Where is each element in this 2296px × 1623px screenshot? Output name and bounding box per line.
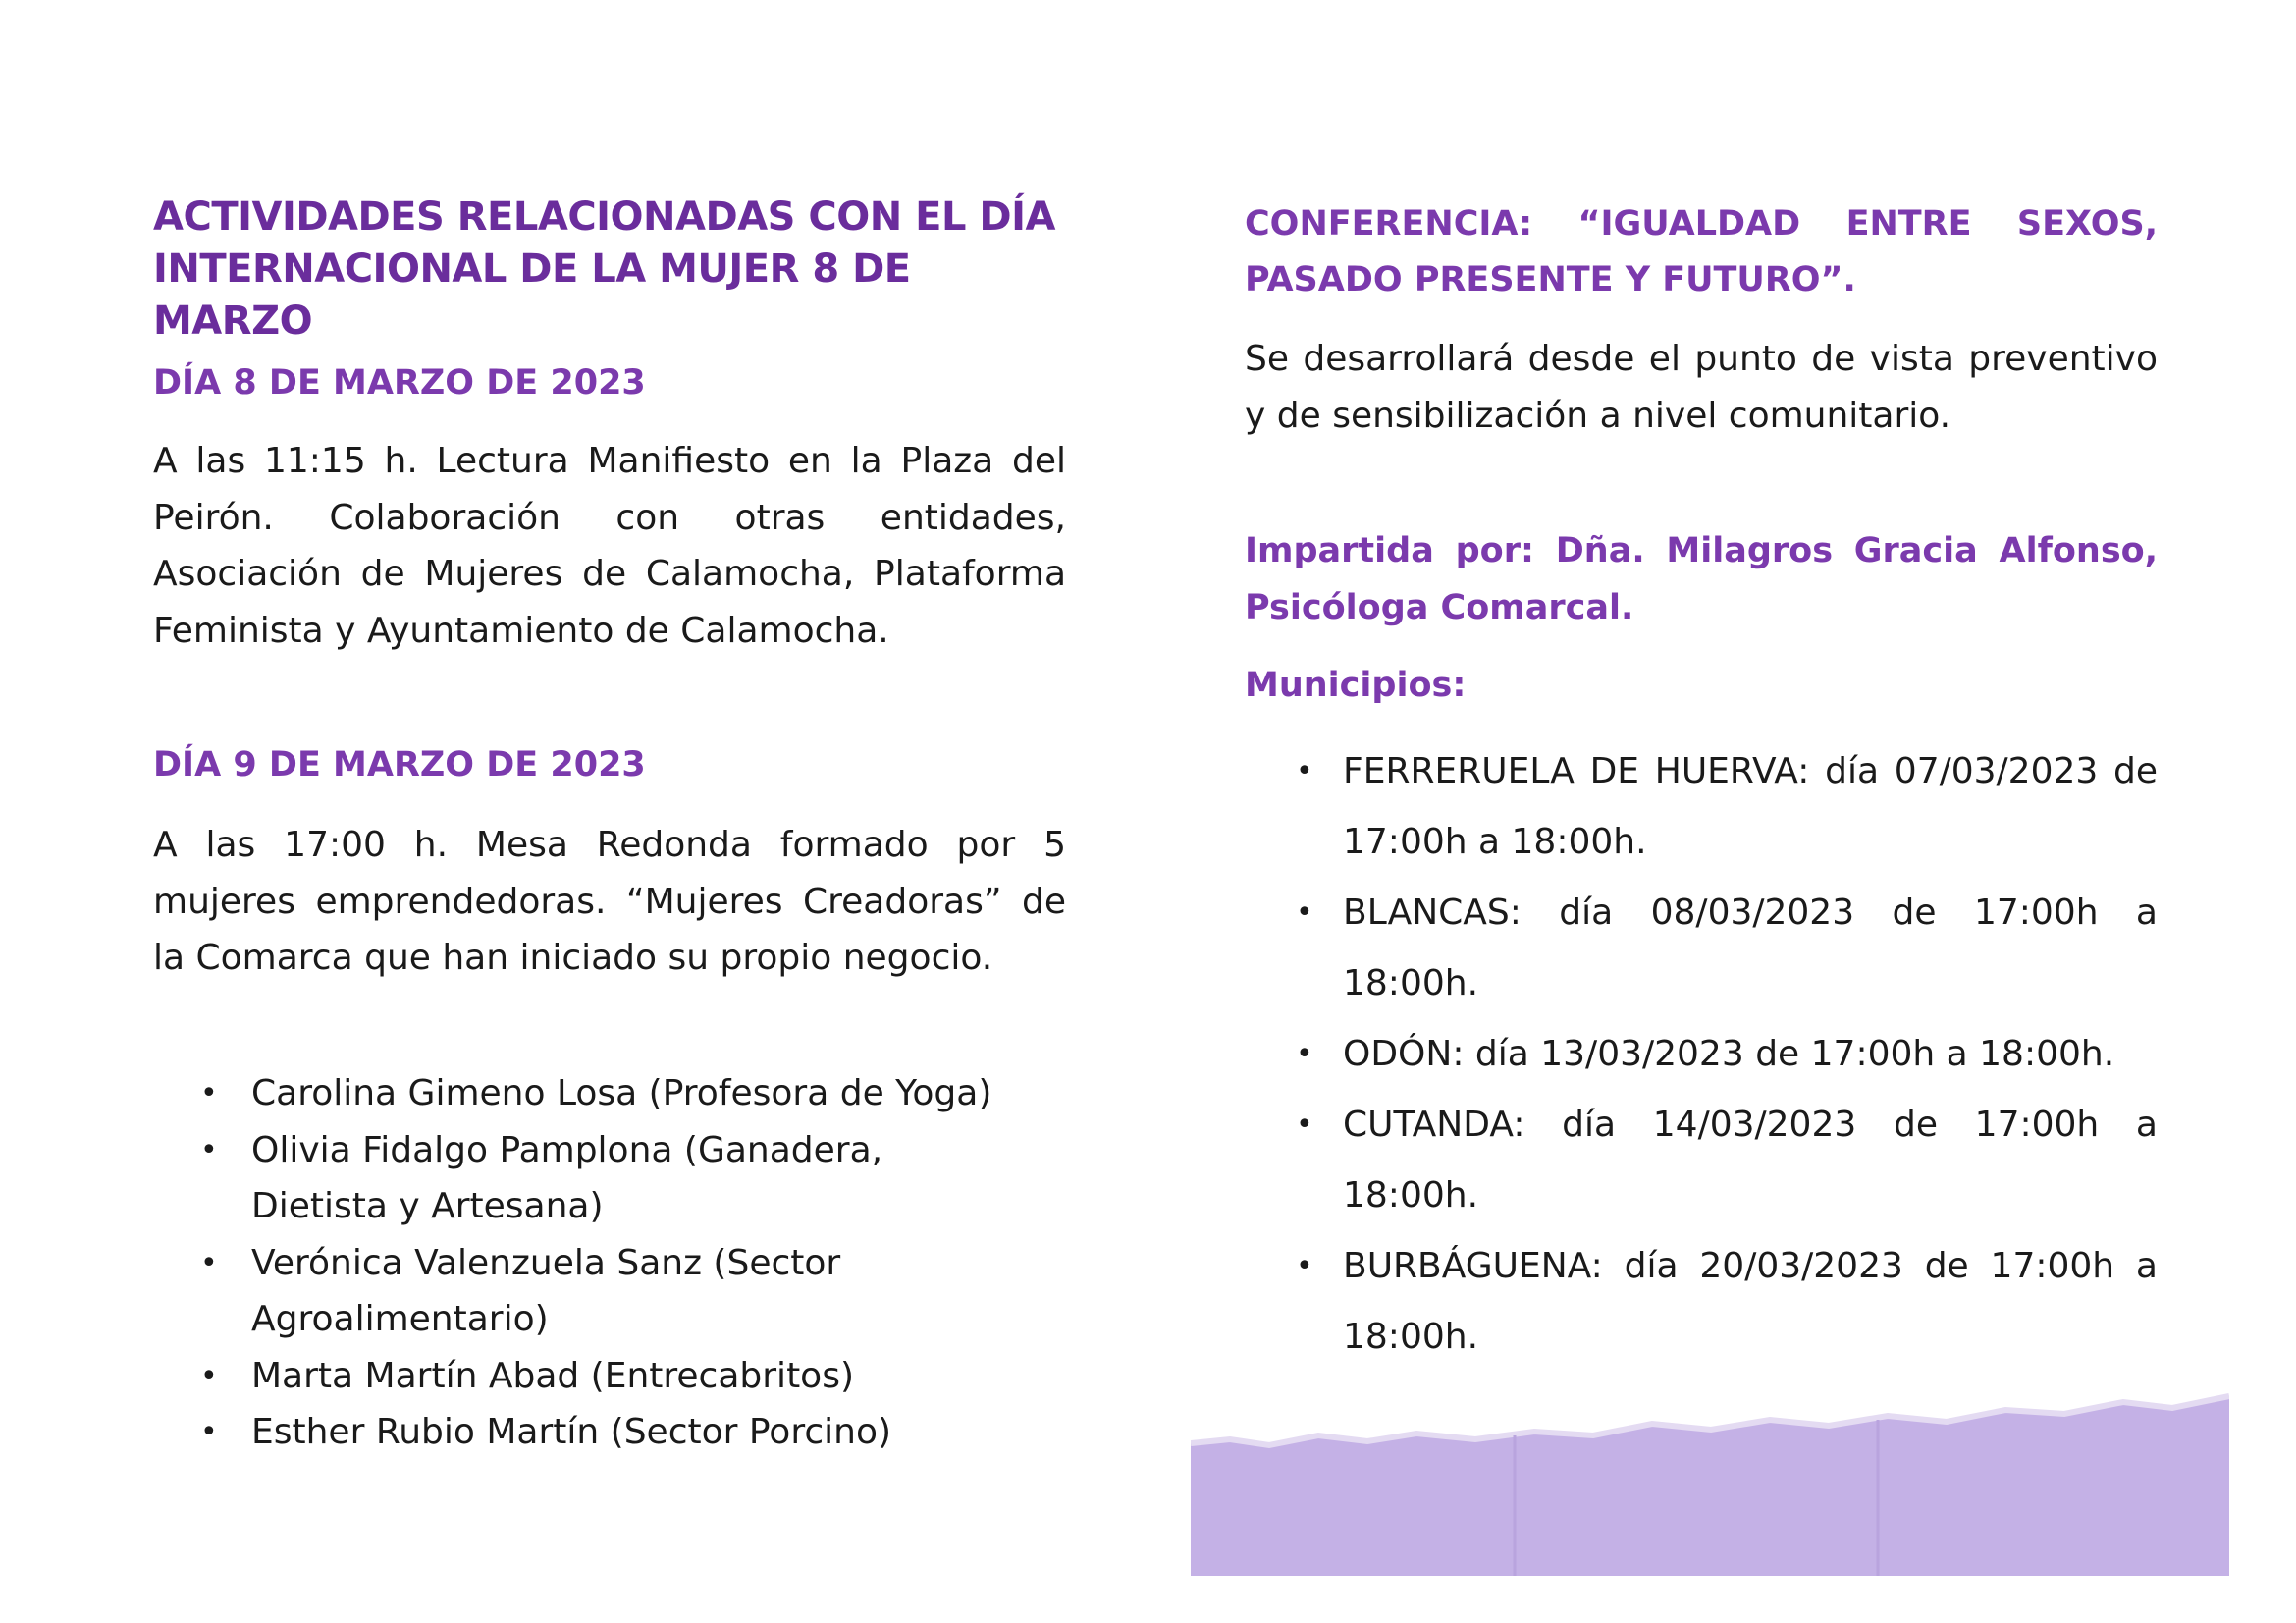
title-line-2: INTERNACIONAL DE LA MUJER 8 DE MARZO: [153, 246, 911, 344]
list-item: • Carolina Gimeno Losa (Profesora de Yoga): [153, 1065, 1066, 1122]
list-item: • Esther Rubio Martín (Sector Porcino): [153, 1404, 1066, 1461]
day2-text: A las 17:00 h. Mesa Redonda formado por 5 mujeres emprendedoras. “Mujeres Creadoras” de la Comarca que han iniciado su propio negocio.: [153, 825, 1066, 978]
list-item: • ODÓN: día 13/03/2023 de 17:00h a 18:00h.: [1245, 1019, 2158, 1090]
page-title: [153, 191, 1066, 348]
municipios-list: [1245, 736, 2158, 1373]
decorative-torn-paper-band: [1191, 1375, 2229, 1576]
day1-text: A las 11:15 h. Lectura Manifiesto en la Plaza del Peirón. Colaboración con otras entidades, Asociación de Mujeres de Calamocha, Plataforma Feminista y Ayuntamiento de Calamocha.: [153, 441, 1066, 651]
day2-heading: DÍA 9 DE MARZO DE 2023: [153, 745, 646, 784]
list-item: • CUTANDA: día 14/03/2023 de 17:00h a 18:00h.: [1245, 1090, 2158, 1231]
participants-list: [153, 1065, 1066, 1461]
conference-text: Se desarrollará desde el punto de vista preventivo y de sensibilización a nivel comunitario.: [1245, 339, 2158, 436]
list-item: • Marta Martín Abad (Entrecabritos): [153, 1348, 1066, 1405]
conference-title: CONFERENCIA: “IGUALDAD ENTRE SEXOS, PASADO PRESENTE Y FUTURO”.: [1245, 204, 2158, 299]
list-item: • BURBÁGUENA: día 20/03/2023 de 17:00h a 18:00h.: [1245, 1231, 2158, 1373]
torn-band-shape: [1191, 1396, 2229, 1576]
municipios-label: Municipios:: [1245, 666, 1467, 705]
list-item: • BLANCAS: día 08/03/2023 de 17:00h a 18:00h.: [1245, 878, 2158, 1019]
day1-heading: DÍA 8 DE MARZO DE 2023: [153, 363, 646, 403]
list-item: • Olivia Fidalgo Pamplona (Ganadera, Dietista y Artesana): [153, 1122, 1066, 1235]
list-item: • FERRERUELA DE HUERVA: día 07/03/2023 de 17:00h a 18:00h.: [1245, 736, 2158, 878]
speaker-text: Impartida por: Dña. Milagros Gracia Alfonso, Psicóloga Comarcal.: [1245, 531, 2158, 627]
title-line-1: ACTIVIDADES RELACIONADAS CON EL DÍA: [153, 194, 1055, 240]
list-item: • Verónica Valenzuela Sanz (Sector Agroalimentario): [153, 1235, 1066, 1348]
